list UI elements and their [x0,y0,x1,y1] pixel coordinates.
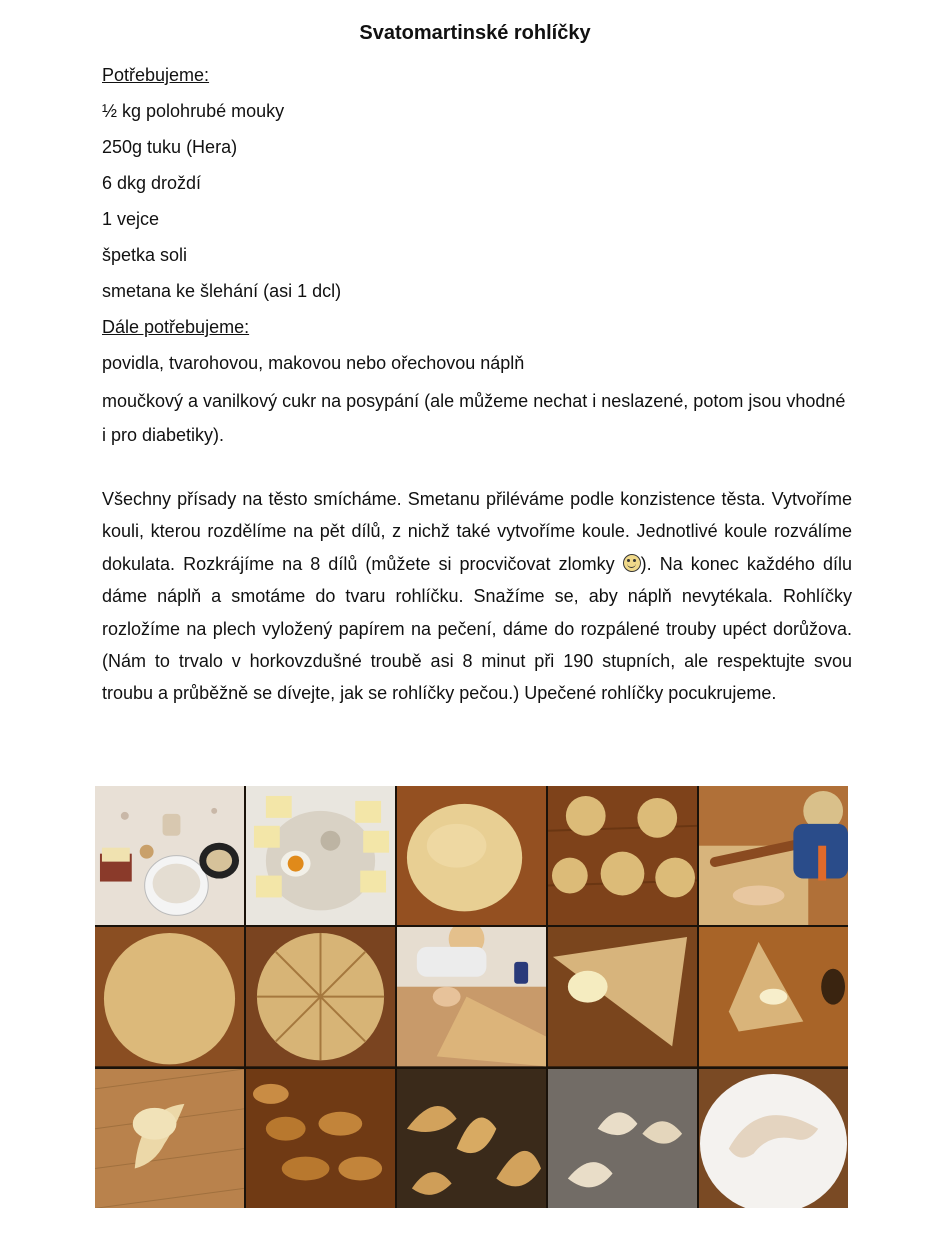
extras-item: moučkový a vanilkový cukr na posypání (ale můžeme nechat i neslazené, potom jsou vhodné i pro diabetiky). [102,391,846,445]
photo-five-dough-balls [548,786,697,925]
ingredient-item: 250g tuku (Hera) [102,137,238,157]
photo-flour-well-with-egg [246,786,395,925]
extras-heading: Dále potřebujeme: [102,317,250,337]
photo-rolling-wedge [699,927,848,1066]
photo-raw-croissant [95,1069,244,1208]
recipe-lists [102,58,852,452]
ingredient-item: 6 dkg droždí [102,173,202,193]
instructions-paragraph [102,483,852,710]
instructions-text-part2: ). Na konec každého dílu dáme náplň a smotáme do tvaru rohlíčku. Snažíme se, aby náplň nevytékala. Rohlíčky rozložíme na plech vyložený papírem na pečení, dáme do rozpálené trouby upéct dorůžova. (Nám to trvalo v horkovzdušné troubě asi 8 minut při 190 stupních, ale respektujte svou troubu a průběžně se dívejte, jak se rohlíčky pečou.) Upečené rohlíčky pocukrujeme. [102,553,852,704]
ingredient-item: ½ kg polohrubé mouky [102,101,285,121]
recipe-title: Svatomartinské rohlíčky [359,22,591,44]
ingredient-item: špetka soli [102,245,188,265]
photo-sugared-croissants [548,1069,697,1208]
photo-circle-cut-in-eight [246,927,395,1066]
ingredients-heading: Potřebujeme: [102,65,210,85]
photo-croissant-on-plate [699,1069,848,1208]
photo-croissants-in-oven [246,1069,395,1208]
photo-filling-on-wedge [548,927,697,1066]
photo-child-rolling-dough [699,786,848,925]
photo-rolled-dough-circle [95,927,244,1066]
ingredient-item: 1 vejce [102,209,160,229]
photo-baked-croissants [397,1069,546,1208]
instructions-text-part1: Všechny přísady na těsto smícháme. Smetanu přiléváme podle konzistence těsta. Vytvoříme kouli, kterou rozdělíme na pět dílů, z nichž také vytvoříme koule. Jednotlivé koule rozválíme dokulata. Rozkrájíme na 8 dílů (můžete si procvičovat zlomky [102,489,852,574]
photo-collage [95,786,848,1208]
smiley-icon [623,554,641,572]
extras-item: povidla, tvarohovou, makovou nebo ořechovou náplň [102,353,525,373]
photo-child-filling-dough [397,927,546,1066]
photo-ingredients [95,786,244,925]
photo-dough-ball [397,786,546,925]
ingredient-item: smetana ke šlehání (asi 1 dcl) [102,281,342,301]
